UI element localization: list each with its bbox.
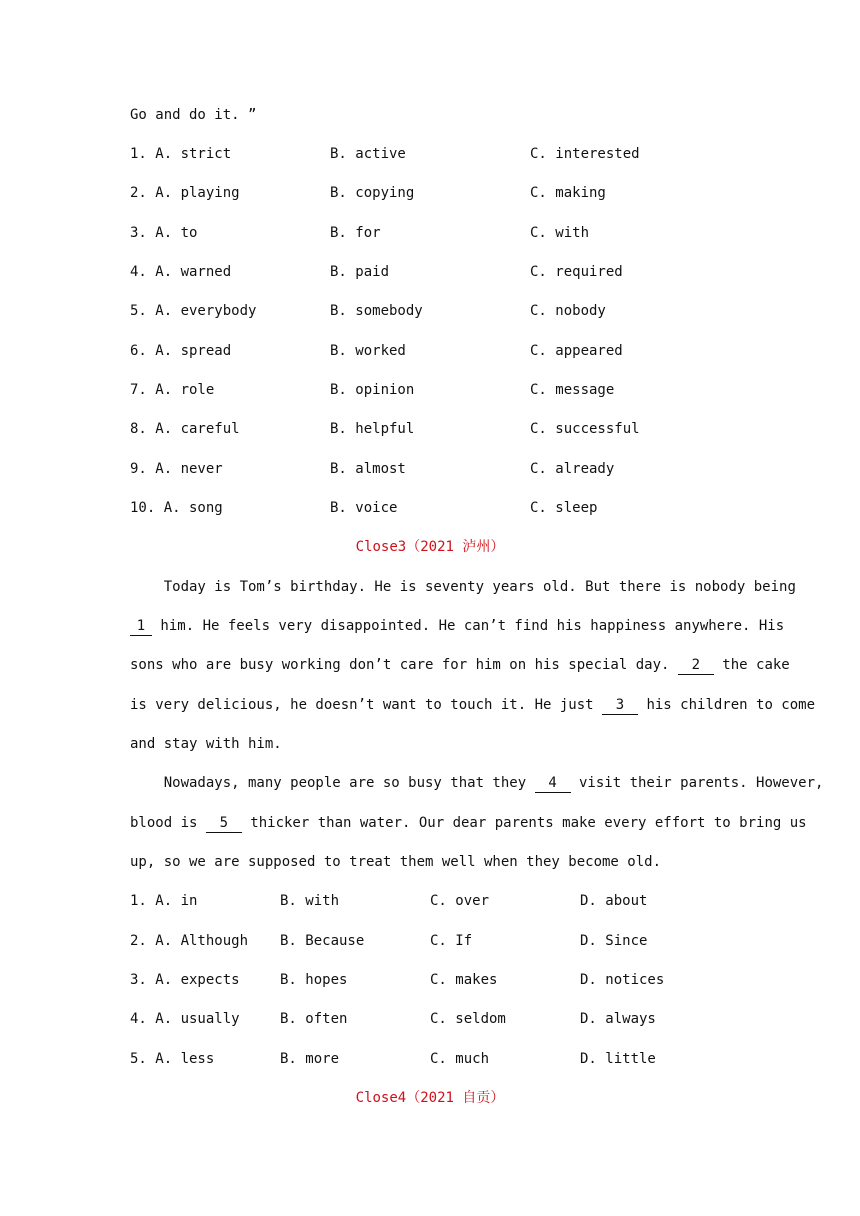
- option-b: B. almost: [330, 461, 406, 477]
- option-b: B. opinion: [330, 382, 415, 398]
- option-c: C. much: [430, 1051, 490, 1067]
- option-b: B. often: [280, 1011, 348, 1027]
- option-d: D. Since: [580, 933, 648, 949]
- blank-3: 3: [602, 696, 638, 715]
- option-d: D. notices: [580, 972, 665, 988]
- passage-text: visit their parents. However,: [570, 775, 824, 791]
- option-b: B. copying: [330, 185, 415, 201]
- option-c: C. appeared: [530, 343, 623, 359]
- section-title-close3: Close3（2021 泸州）: [355, 539, 505, 555]
- option-b: B. active: [330, 146, 406, 162]
- option-c: C. with: [530, 225, 590, 241]
- option-b: B. with: [280, 893, 340, 909]
- option-a: 4. A. warned: [130, 264, 232, 280]
- passage-line: [130, 814, 807, 833]
- option-a: 7. A. role: [130, 382, 215, 398]
- option-c: C. nobody: [530, 303, 606, 319]
- option-b: B. voice: [330, 500, 398, 516]
- option-a: 10. A. song: [130, 500, 223, 516]
- option-c: C. interested: [530, 146, 640, 162]
- option-a: 2. A. playing: [130, 185, 240, 201]
- option-c: C. seldom: [430, 1011, 506, 1027]
- passage-text: sons who are busy working don’t care for him on his special day.: [130, 657, 678, 673]
- passage-line: [130, 617, 785, 636]
- option-b: B. hopes: [280, 972, 348, 988]
- passage-line: [130, 656, 790, 675]
- option-d: D. little: [580, 1051, 656, 1067]
- passage-text: thicker than water. Our dear parents make every effort to bring us: [241, 815, 807, 831]
- passage-line: Today is Tom’s birthday. He is seventy years old. But there is nobody being: [130, 579, 796, 595]
- option-a: 6. A. spread: [130, 343, 232, 359]
- option-c: C. already: [530, 461, 615, 477]
- passage-line: and stay with him.: [130, 736, 282, 752]
- option-a: 3. A. to: [130, 225, 198, 241]
- passage-text: Nowadays, many people are so busy that they: [130, 775, 535, 791]
- passage-line: [130, 696, 816, 715]
- blank-4: 4: [535, 774, 571, 793]
- option-a: 1. A. strict: [130, 146, 232, 162]
- option-c: C. makes: [430, 972, 498, 988]
- option-b: B. for: [330, 225, 381, 241]
- option-a: 8. A. careful: [130, 421, 240, 437]
- blank-1: 1: [130, 617, 152, 636]
- passage-line: up, so we are supposed to treat them well when they become old.: [130, 854, 662, 870]
- option-c: C. required: [530, 264, 623, 280]
- option-a: 2. A. Although: [130, 933, 249, 949]
- option-a: 1. A. in: [130, 893, 198, 909]
- option-c: C. making: [530, 185, 606, 201]
- option-a: 3. A. expects: [130, 972, 240, 988]
- option-b: B. somebody: [330, 303, 423, 319]
- passage-text: his children to come: [638, 697, 816, 713]
- passage-text: the cake: [713, 657, 790, 673]
- option-b: B. paid: [330, 264, 390, 280]
- passage-text: is very delicious, he doesn’t want to touch it. He just: [130, 697, 603, 713]
- option-b: B. more: [280, 1051, 340, 1067]
- option-b: B. worked: [330, 343, 406, 359]
- option-d: D. always: [580, 1011, 656, 1027]
- option-b: B. helpful: [330, 421, 415, 437]
- option-a: 5. A. everybody: [130, 303, 257, 319]
- option-a: 4. A. usually: [130, 1011, 240, 1027]
- option-c: C. successful: [530, 421, 640, 437]
- option-a: 9. A. never: [130, 461, 223, 477]
- intro-line: Go and do it. ”: [130, 107, 257, 123]
- option-c: C. sleep: [530, 500, 598, 516]
- option-c: C. message: [530, 382, 615, 398]
- option-c: C. over: [430, 893, 490, 909]
- option-c: C. If: [430, 933, 473, 949]
- option-a: 5. A. less: [130, 1051, 215, 1067]
- blank-5: 5: [206, 814, 242, 833]
- passage-text: him. He feels very disappointed. He can’t find his happiness anywhere. His: [152, 618, 785, 634]
- option-d: D. about: [580, 893, 648, 909]
- blank-2: 2: [678, 656, 714, 675]
- section-title-close4: Close4（2021 自贡）: [355, 1090, 505, 1106]
- passage-text: blood is: [130, 815, 206, 831]
- passage-line: [130, 774, 824, 793]
- option-b: B. Because: [280, 933, 365, 949]
